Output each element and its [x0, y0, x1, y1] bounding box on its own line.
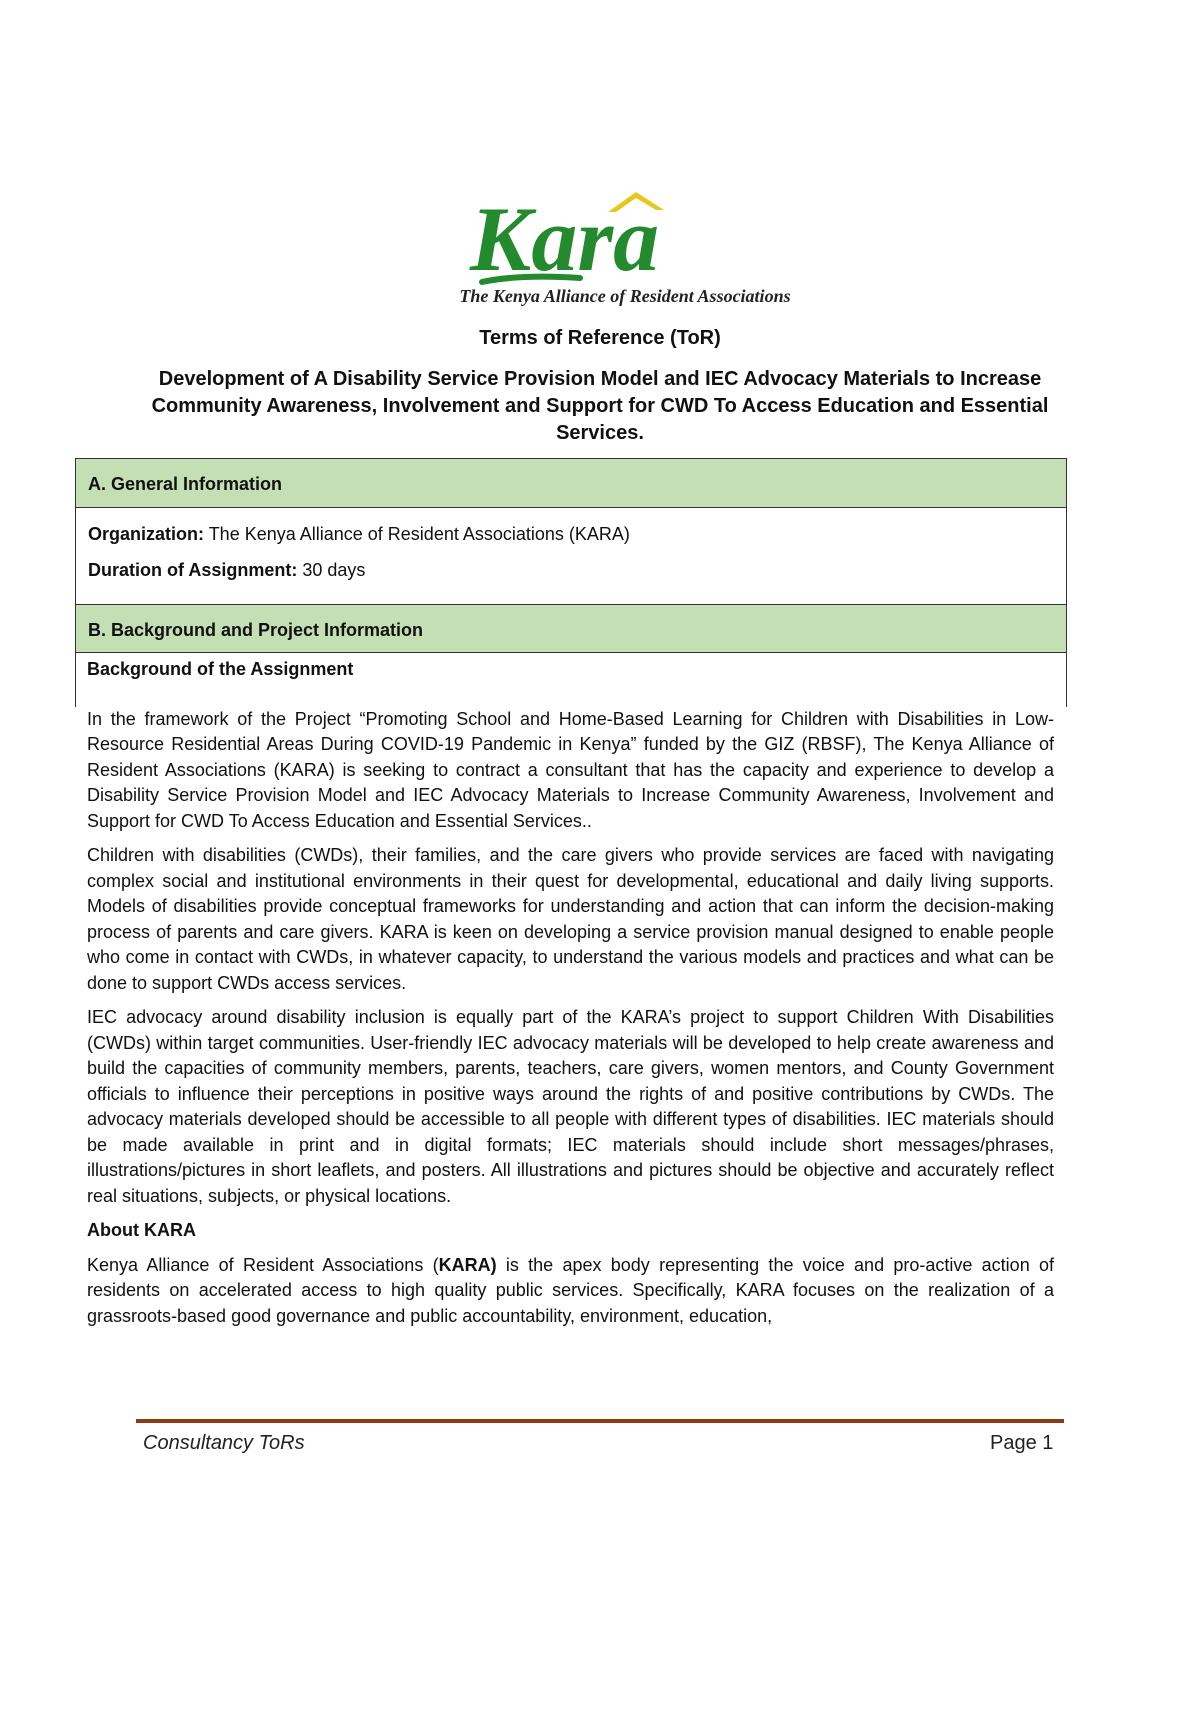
duration-label: Duration of Assignment: [88, 560, 298, 580]
about-kara-paragraph [87, 1253, 1054, 1330]
background-paragraph-3: IEC advocacy around disability inclusion is equally part of the KARA’s project to support Children With Disabilities (CWDs) within target communities. User-friendly IEC advocacy materials will be developed to help create awareness and build the capacities of community members, parents, teachers, care givers, women mentors, and County Government officials to influence their perceptions in positive ways around the rights of and positive contributions by CWDs. The advocacy materials developed should be accessible to all people with different types of disabilities. IEC materials should be made available in print and in digital formats; IEC materials should include short messages/phrases, illustrations/pictures in short leaflets, and posters. All illustrations and pictures should be objective and accurately reflect real situations, subjects, or physical locations. [87, 1007, 1054, 1206]
background-subheading: Background of the Assignment [87, 659, 354, 679]
footer-left-label: Consultancy ToRs [143, 1432, 305, 1454]
background-paragraph-2: Children with disabilities (CWDs), their families, and the care givers who provide services are faced with navigating complex social and institutional environments in their quest for developmental, educational and daily living supports. Models of disabilities provide conceptual frameworks for understanding and action that can inform the decision-making process of parents and care givers. KARA is keen on developing a service provision manual designed to enable people who come in contact with CWDs, in whatever capacity, to understand the various models and practices and what can be done to support CWDs access services. [87, 845, 1054, 993]
kara-logo [460, 190, 790, 315]
about-kara-heading: About KARA [87, 1220, 196, 1240]
document-heading: Terms of Reference (ToR) [479, 327, 721, 349]
svg-text:Kara: Kara [470, 190, 660, 285]
background-paragraph-1: In the framework of the Project “Promoting School and Home-Based Learning for Children with Disabilities in Low-Resource Residential Areas During COVID-19 Pandemic in Kenya” funded by the GIZ (RBSF), The Kenya Alliance of Resident Associations (KARA) is seeking to contract a consultant that has the capacity and experience to develop a Disability Service Provision Model and IEC Advocacy Materials to Increase Community Awareness, Involvement and Support for CWD To Access Education and Essential Services.. [87, 708, 1054, 831]
kara-wordmark [460, 190, 790, 285]
logo-tagline: The Kenya Alliance of Resident Associations [459, 286, 791, 306]
footer-divider [136, 1419, 1064, 1423]
page-number: Page 1 [990, 1432, 1054, 1454]
duration-value: 30 days [302, 560, 366, 580]
document-title: Development of A Disability Service Provision Model and IEC Advocacy Materials to Increase Community Awareness, Involvement and Support for CWD To Access Education and Essential Services. [151, 368, 1049, 444]
about-bold: KARA) [438, 1254, 497, 1275]
organization-label: Organization: [88, 524, 204, 544]
organization-value: The Kenya Alliance of Resident Associations (KARA) [208, 524, 630, 544]
section-a-header: A. General Information [76, 459, 1066, 508]
section-b-body [87, 657, 1054, 1710]
duration-row [88, 558, 1054, 582]
about-rest: is the apex body representing the voice and pro-active action of residents on accelerated access to high quality public services. Specifically, KARA focuses on the realization of a grassroots-based good governance and public accountability, environment, education, [87, 1254, 1054, 1326]
about-lead: Kenya Alliance of Resident Associations ( [87, 1254, 439, 1275]
general-information [76, 508, 1066, 604]
organization-row [88, 522, 1054, 546]
section-b-header: B. Background and Project Information [76, 604, 1066, 653]
